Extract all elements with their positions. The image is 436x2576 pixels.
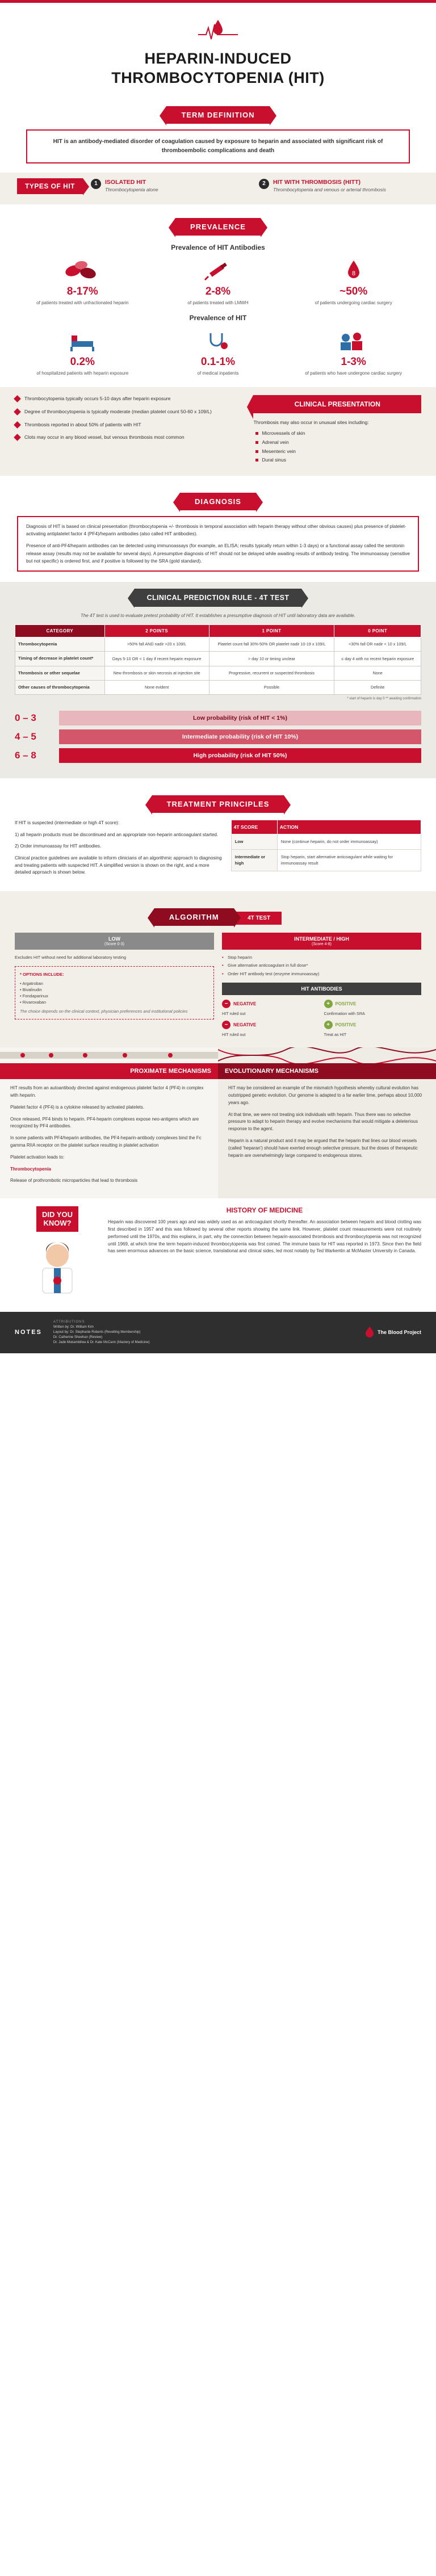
thrombosis-site-2: Adrenal vein — [255, 439, 421, 446]
score-label-low: Low probability (risk of HIT < 1%) — [59, 711, 421, 725]
table-row — [15, 666, 421, 680]
row-4-p0: Definite — [334, 680, 421, 694]
blood-vessel-icon — [0, 1047, 218, 1063]
antibody-positive-result-1: Confirmation with SRA — [324, 1011, 365, 1017]
footer — [0, 1312, 436, 1353]
prevalence-hit-value-1: 0.2% — [70, 356, 95, 368]
algorithm-low-branch — [15, 933, 214, 1037]
algorithm-option-2: • Bivalirudin — [20, 987, 42, 992]
brand-logo — [365, 1326, 421, 1339]
prevalence-hit-text-3: of patients who have undergone cardiac surgery — [305, 371, 403, 376]
bullet-icon — [14, 408, 21, 416]
bullet-icon — [14, 434, 21, 441]
reviewed-value: Dr. Catherine Sheehan (Review) — [53, 1335, 103, 1339]
treatment-paragraph-1: If HIT is suspected (intermediate or high 4T score): — [15, 820, 119, 825]
algorithm-options-box — [15, 966, 214, 1020]
minus-icon: − — [222, 1000, 230, 1008]
score-band-intermediate — [15, 729, 421, 744]
algorithm-entry-node: 4T TEST — [236, 912, 282, 925]
hospital-bed-icon — [18, 326, 147, 353]
prevalence-antibodies-value-2: 2-8% — [205, 285, 231, 297]
minus-icon: − — [222, 1021, 230, 1029]
history-of-medicine-body: Heparin was discovered 100 years ago and was widely used as an anticoagulant shortly thereafter. An association between heparin and blood clotting was first described in 1957 and this was followed by several other reports showing the same link. However, platelet count measurements were not routinely performed until the 1970s, and this explains, in part, why the connection between heparin-associated thrombosis and thrombocytopenia was not recognized until 1969, at which time the term heparin-induced thrombocytopenia was first coined. The immune basis for HIT was reported in 1973. Since then the field has seen enormous advances on the basic science, translational and clinical sides, led most notably by Ted Warkentin at McMaster University in Canada. — [108, 1219, 421, 1254]
proximate-mechanisms-body — [0, 1079, 218, 1185]
table-row — [15, 680, 421, 694]
four-t-table — [15, 624, 421, 695]
antibody-negative-2: − NEGATIVE — [222, 1021, 320, 1029]
table-row — [15, 652, 421, 666]
row-category-2: Timing of decrease in platelet count* — [15, 652, 105, 666]
clinical-presentation-points — [15, 395, 248, 465]
thrombosis-site-4: Dural sinus — [255, 456, 421, 464]
treatment-text — [15, 820, 224, 881]
antibody-negative-result-1: HIT ruled out — [222, 1011, 246, 1017]
prevalence-hit-value-2: 0.1-1% — [200, 356, 236, 368]
prevalence-hit-title: Prevalence of HIT — [189, 314, 247, 322]
algorithm-options-title: * OPTIONS INCLUDE: — [20, 972, 64, 977]
row-4-p2: None evident — [104, 680, 209, 694]
thrombosis-site-3: Mesenteric vein — [255, 448, 421, 455]
clinical-point-text-2: Degree of thrombocytopenia is typically moderate (median platelet count 50-60 x 109/L) — [24, 408, 212, 414]
type-desc-1: Thrombocytopenia alone — [105, 186, 158, 192]
title-line-1: HEPARIN-INDUCED — [144, 50, 292, 67]
clinical-point-text-4: Clots may occur in any blood vessel, but venous thrombosis most common — [24, 434, 185, 440]
antibody-negative-1: − NEGATIVE — [222, 1000, 320, 1008]
dna-helix-icon — [218, 1047, 436, 1063]
col-category: CATEGORY — [15, 625, 105, 637]
proximate-paragraph-4: In some patients with PF4/heparin antibodies, the PF4-heparin-antibody complexes bind the Fc gamma RIIA receptor on the platelet surface resulting in platelet activation — [10, 1135, 202, 1148]
score-range-low: 0 – 3 — [15, 712, 36, 723]
score-cell-2: Intermediate or high — [231, 850, 277, 871]
evolutionary-mechanisms-body — [218, 1079, 436, 1159]
row-4-p1: Possible — [209, 680, 334, 694]
proximate-mechanisms-title: PROXIMATE MECHANISMS — [0, 1063, 218, 1079]
proximate-paragraph-1: HIT results from an autoantibody directed against endogenous platelet factor 4 (PF4) in complex with heparin. — [10, 1085, 204, 1098]
row-2-p0: ≤ day 4 with no recent heparin exposure — [334, 652, 421, 666]
row-category-3: Thrombosis or other sequelae — [15, 666, 105, 680]
stethoscope-icon — [154, 326, 283, 353]
clinical-point-4 — [15, 434, 248, 441]
prevalence-hit-text-1: of hospitalized patients with heparin exposure — [36, 371, 129, 376]
algorithm-mid-item-1: • Stop heparin — [222, 954, 421, 960]
prevalence-section — [0, 204, 436, 388]
type-item-2 — [259, 179, 419, 193]
surgery-team-icon — [289, 326, 418, 353]
type-item-1 — [91, 179, 251, 193]
page-title — [23, 49, 413, 88]
score-label-intermediate: Intermediate probability (risk of HIT 10%) — [59, 729, 421, 744]
row-2-p2: Days 5-10 OR < 1 day if recent heparin exposure — [104, 652, 209, 666]
prevalence-antibodies-value-3: ~50% — [339, 285, 368, 297]
algorithm-low-text: Excludes HIT without need for additional laboratory testing — [15, 955, 127, 960]
clinical-point-2 — [15, 408, 248, 416]
heart-drop-icon — [289, 256, 418, 282]
prevalence-hit-item-1 — [15, 326, 150, 377]
treatment-action-table — [231, 820, 421, 871]
table-header-row — [15, 625, 421, 637]
proximate-paragraph-2: Platelet factor 4 (PF4) is a cytokine released by activated platelets. — [10, 1104, 145, 1110]
prevalence-antibodies-item-3 — [286, 256, 421, 307]
proximate-paragraph-5: Platelet activation leads to: — [10, 1154, 65, 1160]
evolutionary-paragraph-1: HIT may be considered an example of the mismatch hypothesis whereby cultural evolution has outstripped genetic evolution. Our genome is adapted to a far earlier time, perhaps about 10,000 years ago. — [228, 1085, 422, 1105]
row-1-p0: <30% fall OR nadir < 10 x 109/L — [334, 637, 421, 652]
clinical-point-text-3: Thrombosis reported in about 50% of patients with HIT — [24, 421, 141, 427]
diagnosis-text — [17, 516, 419, 572]
layout-value: Dr. Stephanie Roberts (Revelling Membership) — [70, 1330, 141, 1334]
evolutionary-paragraph-3: Heparin is a natural product and it may be argued that the heparin that lines our blood vessels (called 'heparan') should have exerted enough selective pressure, but the doses of therapeutic heparin are overwhelmingly large compared to endogenous stores. — [228, 1138, 418, 1158]
algorithm-mid-item-2: • Give alternative anticoagulant in full dose* — [222, 962, 421, 968]
algorithm-options-note: The choice depends on the clinical context, physician preferences and institutional policies — [20, 1009, 188, 1014]
prevalence-hit-value-3: 1-3% — [341, 356, 366, 368]
col-action: ACTION — [277, 820, 421, 834]
diagnosis-section — [0, 476, 436, 582]
row-category-4: Other causes of thrombocytopenia — [15, 680, 105, 694]
prevalence-antibodies-value-1: 8-17% — [66, 285, 98, 297]
treatment-paragraph-3: 2) Order immunoassay for HIT antibodies. — [15, 844, 102, 849]
bullet-icon — [14, 395, 21, 402]
written-by-label: Written by: — [53, 1325, 70, 1329]
action-cell-2: Stop heparin, start alternative anticoagulant while waiting for immunoassay result — [277, 850, 421, 871]
algorithm-low-label: LOW — [108, 936, 120, 942]
row-1-p2: >50% fall AND nadir >20 x 109/L — [104, 637, 209, 652]
term-definition-section — [0, 94, 436, 173]
table-header-row — [231, 820, 421, 834]
action-cell-1: None (continue heparin, do not order immunoassay) — [277, 834, 421, 849]
scientist-illustration-icon — [15, 1236, 100, 1302]
row-1-p1: Platelet count fall 30%-50% OR platelet nadir 10-19 x 109/L — [209, 637, 334, 652]
droplet-logo-icon — [365, 1326, 374, 1339]
did-you-know-line-2: KNOW? — [43, 1218, 72, 1227]
thrombosis-site-1: Microvessels of skin — [255, 430, 421, 437]
col-2-points: 2 POINTS — [104, 625, 209, 637]
score-bands — [15, 711, 421, 763]
score-label-high: High probability (risk of HIT 50%) — [59, 748, 421, 763]
antibody-branch-2 — [222, 1021, 421, 1029]
algorithm-option-3: • Fondaparinux — [20, 993, 48, 999]
clinical-point-1 — [15, 395, 248, 402]
algorithm-mid-score: (Score 4-8) — [311, 942, 332, 947]
prevalence-antibodies-row — [0, 256, 436, 307]
col-4t-score: 4T SCORE — [231, 820, 277, 834]
prevalence-antibodies-text-1: of patients treated with unfractionated heparin — [36, 300, 129, 305]
score-band-high — [15, 748, 421, 763]
clinical-prediction-rule-section — [0, 582, 436, 778]
written-by-value: Dr. William Kim — [70, 1325, 94, 1329]
clinical-presentation-section — [0, 387, 436, 476]
prevalence-antibodies-text-2: of patients treated with LMWH — [187, 300, 249, 305]
reviewed2-value: Dr. Jade Mukambilwa & Dr. Kate McCann (Mastery of Medicine) — [53, 1340, 150, 1344]
row-3-p2: New thrombosis or skin necrosis at injection site — [104, 666, 209, 680]
algorithm-mid-item-3: • Order HIT antibody test (enzyme immunoassay) — [222, 971, 421, 977]
score-cell-1: Low — [231, 834, 277, 849]
algorithm-low-score: (Score 0-3) — [104, 942, 124, 947]
prevalence-hit-row — [0, 326, 436, 377]
treatment-banner: TREATMENT PRINCIPLES — [152, 795, 284, 813]
antibody-positive-2: + POSITIVE — [324, 1021, 422, 1029]
svg-text:8: 8 — [351, 270, 355, 277]
thrombosis-sites-title: Thrombosis may also occur in unusual sites including: — [253, 419, 369, 426]
attributions — [53, 1320, 354, 1345]
treatment-paragraph-4: Clinical practice guidelines are available to inform clinicians of an algorithmic approach to diagnosing and treating patients with suspected HIT. A simplified version is shown on the right, and a more detailed approach is shown below. — [15, 855, 222, 875]
algorithm-banner: ALGORITHM — [154, 908, 234, 926]
cpr-note: The 4T test is used to evaluate pretest probability of HIT. It establishes a presumptive diagnosis of HIT until laboratory data are available. — [81, 612, 355, 618]
blood-drop-ekg-icon — [198, 18, 238, 44]
blood-cells-icon — [18, 256, 147, 282]
score-band-low — [15, 711, 421, 725]
antibody-positive-1: + POSITIVE — [324, 1000, 422, 1008]
diagnosis-paragraph-2: Presence of anti-PF4/heparin antibodies can be detected using immunoassays (for example, an ELISA; results typically return within 1-3 days) or a functional assay called the serotonin release assay (results may not be available for several days). A presumptive diagnosis of HIT should not be delayed while awaiting results of antibody testing. The immunoassay (sensitive but not specific) is ordered first, and if positive is followed by the SRA (gold standard). — [26, 543, 410, 564]
types-of-hit-section — [0, 173, 436, 204]
type-number-2: 2 — [259, 179, 269, 189]
algorithm-mid-branch — [222, 933, 421, 1037]
proximate-outcome-2: Release of prothrombotic microparticles that lead to thrombosis — [10, 1178, 138, 1184]
row-3-p1: Progressive, recurrent or suspected thrombosis — [209, 666, 334, 680]
mechanisms-section — [0, 1047, 436, 1198]
did-you-know-line-1: DID YOU — [42, 1210, 73, 1219]
evolutionary-paragraph-2: At that time, we were not treating sick individuals with heparin. Thus there was no selective pressure to adapt to heparin therapy and evolve mechanisms that would mitigate a deleterious response to the agent. — [228, 1111, 418, 1132]
treatment-paragraph-2: 1) all heparin products must be discontinued and an appropriate non-heparin anticoagulant started. — [15, 832, 219, 837]
brand-name: The Blood Project — [377, 1329, 421, 1336]
prevalence-antibodies-item-1 — [15, 256, 150, 307]
prevalence-antibodies-text-3: of patients undergoing cardiac surgery — [315, 300, 392, 305]
row-3-p0: None — [334, 666, 421, 680]
antibody-positive-result-2: Treat as HIT — [324, 1032, 347, 1038]
did-you-know-badge — [36, 1206, 78, 1232]
notes-label: NOTES — [15, 1329, 42, 1336]
types-of-hit-label: TYPES OF HIT — [17, 178, 83, 194]
layout-label: Layout by: — [53, 1330, 69, 1334]
prevalence-antibodies-item-2 — [150, 256, 286, 307]
algorithm-low-pill — [15, 933, 214, 950]
prevalence-hit-item-3 — [286, 326, 421, 377]
header — [0, 0, 436, 94]
prevalence-hit-text-2: of medical inpatients — [197, 371, 239, 376]
hit-antibodies-node: HIT ANTIBODIES — [222, 983, 421, 995]
plus-icon: + — [324, 1000, 333, 1008]
title-line-2: THROMBOCYTOPENIA (HIT) — [111, 69, 325, 86]
algorithm-mid-label: INTERMEDIATE / HIGH — [294, 936, 349, 942]
antibody-branch-1 — [222, 1000, 421, 1008]
term-definition-banner: TERM DEFINITION — [166, 106, 269, 124]
proximate-outcome-1: Thrombocytopenia — [10, 1166, 52, 1172]
score-range-high: 6 – 8 — [15, 749, 36, 761]
cpr-title: CLINICAL PREDICTION RULE - 4T TEST — [135, 589, 302, 607]
table-footnote: * start of heparin is day 0 ** awaiting confirmation — [347, 697, 421, 701]
antibody-negative-result-2: HIT ruled out — [222, 1032, 246, 1038]
clinical-presentation-banner: CLINICAL PRESENTATION — [253, 395, 421, 413]
evolutionary-mechanisms-title: EVOLUTIONARY MECHANISMS — [218, 1063, 436, 1079]
type-number-1: 1 — [91, 179, 101, 189]
bullet-icon — [14, 421, 21, 429]
clinical-point-3 — [15, 421, 248, 429]
algorithm-option-4: • Rivaroxaban — [20, 1000, 47, 1005]
prevalence-antibodies-title: Prevalence of HIT Antibodies — [171, 243, 265, 251]
col-1-point: 1 POINT — [209, 625, 334, 637]
diagnosis-banner: DIAGNOSIS — [180, 493, 256, 510]
type-name-1: ISOLATED HIT — [105, 178, 146, 186]
algorithm-mid-items — [222, 954, 421, 977]
type-name-2: HIT WITH THROMBOSIS (HITT) — [273, 178, 360, 186]
history-of-medicine-title: HISTORY OF MEDICINE — [226, 1206, 303, 1215]
clinical-point-text-1: Thrombocytopenia typically occurs 5-10 days after heparin exposure — [24, 396, 171, 402]
table-row — [15, 637, 421, 652]
evolutionary-mechanisms — [218, 1047, 436, 1198]
treatment-section — [0, 778, 436, 891]
attributions-label: ATTRIBUTIONS — [53, 1320, 85, 1324]
diagnosis-paragraph-1: Diagnosis of HIT is based on clinical presentation (thrombocytopenia +/- thrombosis in temporal association with heparin therapy without other obvious causes) plus presence of platelet-activating antiplatelet factor 4 (PF4)/heparin antibodies (also called HIT antibodies). — [26, 524, 406, 537]
algorithm-mid-pill — [222, 933, 421, 950]
plus-icon: + — [324, 1021, 333, 1029]
thrombosis-sites-block — [253, 419, 421, 464]
syringe-icon — [154, 256, 283, 282]
prevalence-hit-item-2 — [150, 326, 286, 377]
algorithm-section — [0, 891, 436, 1047]
prevalence-banner: PREVALENCE — [175, 218, 261, 236]
table-row — [231, 834, 421, 849]
type-desc-2: Thrombocytopenia and venous or arterial thrombosis — [273, 186, 386, 192]
col-0-point: 0 POINT — [334, 625, 421, 637]
row-category-1: Thrombocytopenia — [15, 637, 105, 652]
score-range-intermediate: 4 – 5 — [15, 731, 36, 742]
algorithm-option-1: • Argatroban — [20, 980, 43, 986]
term-definition-text: HIT is an antibody-mediated disorder of coagulation caused by exposure to heparin and associated with significant risk of thromboembolic complications and death — [26, 129, 410, 163]
proximate-paragraph-3: Once released, PF4 binds to heparin. PF4-heparin complexes expose neo-antigens which are recognized by PF4 antibodies. — [10, 1116, 199, 1129]
proximate-mechanisms — [0, 1047, 218, 1198]
table-row — [231, 850, 421, 871]
row-2-p1: > day 10 or timing unclear — [209, 652, 334, 666]
did-you-know-section — [0, 1198, 436, 1312]
